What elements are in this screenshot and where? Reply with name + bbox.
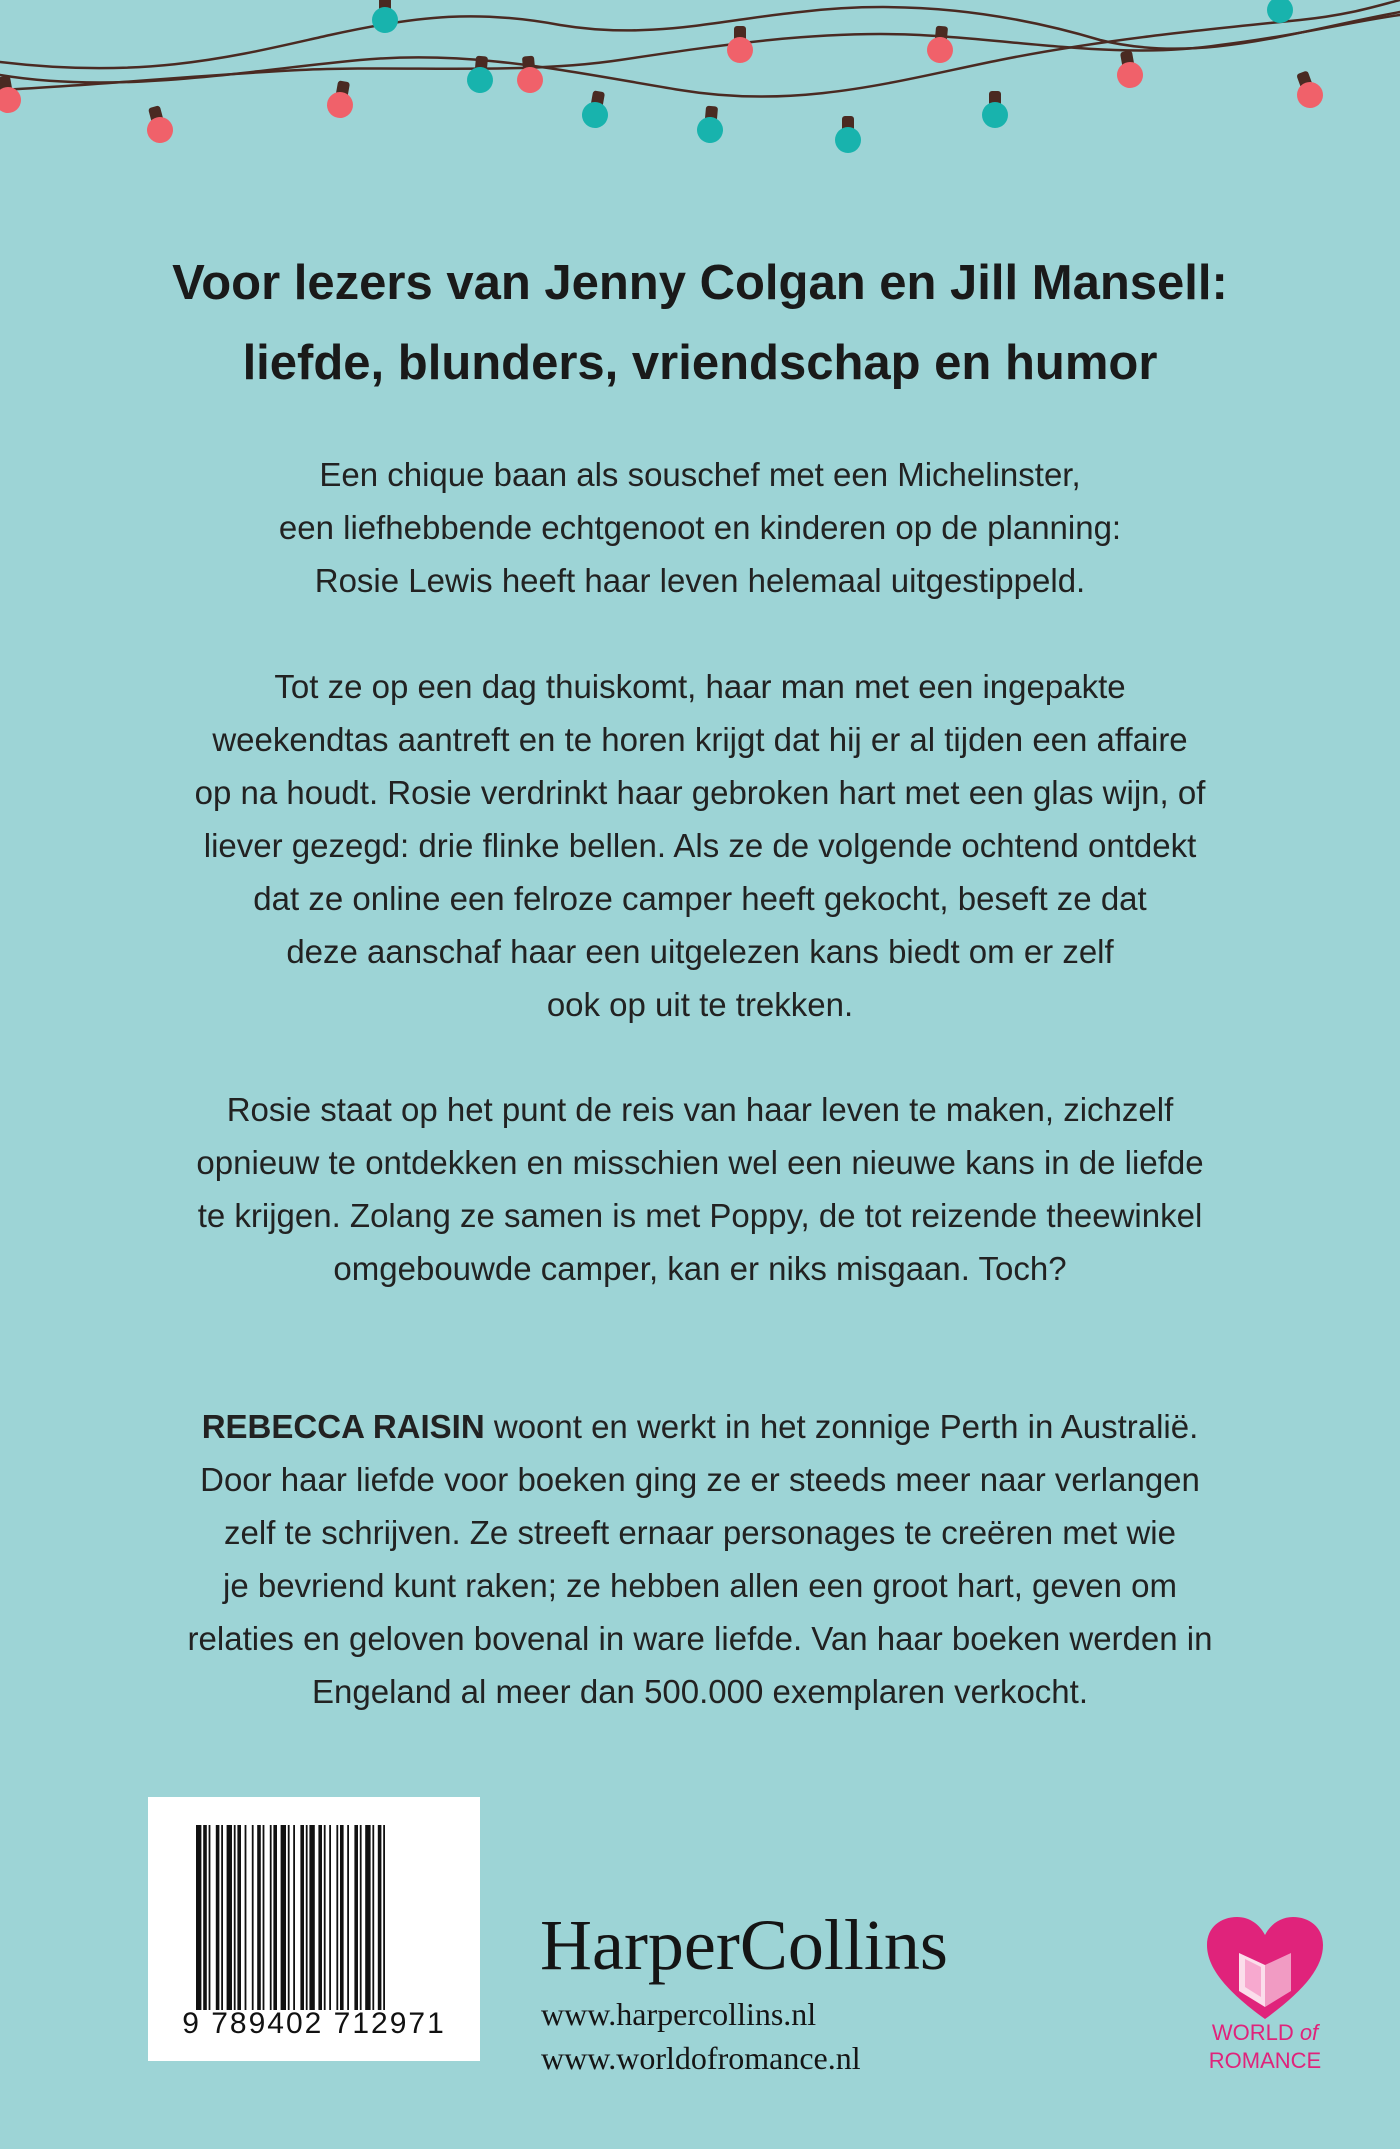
- blurb-paragraph-3: [100, 1083, 1300, 1295]
- barcode-bar: [257, 1825, 261, 2010]
- logo-text-line: ROMANCE: [1208, 2048, 1322, 2073]
- publisher-logo: HarperCollins: [540, 1905, 948, 1985]
- light-bulb-icon: [141, 103, 176, 145]
- barcode-bar: [324, 1825, 326, 2010]
- world-of-romance-logo: [1200, 1915, 1330, 2075]
- barcode-bar: [340, 1825, 344, 2010]
- text-line: deze aanschaf haar een uitgelezen kans biedt om er zelf: [286, 933, 1114, 970]
- text-line: opnieuw te ontdekken en misschien wel een nieuwe kans in de liefde: [196, 1144, 1204, 1181]
- light-bulb-icon: [325, 79, 357, 120]
- barcode-bar: [360, 1825, 362, 2010]
- barcode-bars-icon: [196, 1825, 432, 2010]
- barcode-bar: [309, 1825, 314, 2010]
- string-lights-icon: [0, 0, 1400, 180]
- text-line: Rosie Lewis heeft haar leven helemaal uitgestippeld.: [314, 562, 1086, 599]
- light-bulb-icon: [982, 91, 1008, 128]
- barcode-bar: [245, 1825, 247, 2010]
- barcode-bar: [216, 1825, 220, 2010]
- barcode-bar: [203, 1825, 207, 2010]
- text-line: Door haar liefde voor boeken ging ze er steeds meer naar verlangen: [200, 1461, 1200, 1498]
- barcode-bar: [372, 1825, 374, 2010]
- text-line: Rosie staat op het punt de reis van haar leven te maken, zichzelf: [226, 1091, 1174, 1128]
- barcode-bar: [306, 1825, 308, 2010]
- barcode-bar: [288, 1825, 290, 2010]
- author-name: REBECCA RAISIN: [201, 1408, 485, 1445]
- isbn-number: 9 789402 712971: [182, 2007, 446, 2040]
- barcode-bar: [270, 1825, 272, 2010]
- author-bio: [100, 1400, 1300, 1718]
- light-bulb-icon: [727, 26, 753, 63]
- barcode-bar: [365, 1825, 370, 2010]
- barcode-bar: [227, 1825, 232, 2010]
- barcode-bar: [221, 1825, 223, 2010]
- light-bulb-icon: [835, 116, 861, 153]
- barcode-bar: [237, 1825, 241, 2010]
- imprint-url[interactable]: www.worldofromance.nl: [541, 2040, 861, 2076]
- light-bulb-icon: [696, 105, 725, 144]
- text-line: [100, 1400, 1300, 1453]
- text-line: Een chique baan als souschef met een Michelinster,: [319, 456, 1081, 493]
- light-bulb-icon: [0, 74, 23, 115]
- barcode-bar: [281, 1825, 286, 2010]
- light-bulb-icon: [1267, 0, 1293, 23]
- publisher-url[interactable]: www.harpercollins.nl: [541, 1996, 817, 2032]
- text-line: Engeland al meer dan 500.000 exemplaren verkocht.: [312, 1673, 1088, 1710]
- headline-line: liefde, blunders, vriendschap en humor: [242, 336, 1158, 390]
- light-bulb-icon: [1290, 68, 1327, 112]
- text-line: je bevriend kunt raken; ze hebben allen een groot hart, geven om: [223, 1567, 1177, 1604]
- barcode-bar: [300, 1825, 304, 2010]
- text-line: zelf te schrijven. Ze streeft ernaar personages te creëren met wie: [224, 1514, 1176, 1551]
- blurb-paragraph-2: [100, 660, 1300, 1031]
- logo-word: WORLD: [1211, 2020, 1300, 2045]
- barcode-bar: [293, 1825, 295, 2010]
- light-bulb-icon: [580, 89, 612, 130]
- text-line: ook op uit te trekken.: [546, 986, 854, 1023]
- text-line: weekendtas aantreft en te horen krijgt dat hij er al tijden een affaire: [212, 721, 1188, 758]
- light-bulb-icon: [515, 55, 544, 94]
- barcode-bar: [318, 1825, 322, 2010]
- barcode-bar: [209, 1825, 211, 2010]
- author-bio-first-line: woont en werkt in het zonnige Perth in Australië.: [484, 1408, 1199, 1445]
- barcode-bar: [383, 1825, 385, 2010]
- text-line: op na houdt. Rosie verdrinkt haar gebroken hart met een glas wijn, of: [194, 774, 1206, 811]
- barcode-bar: [196, 1825, 201, 2010]
- barcode-bar: [329, 1825, 331, 2010]
- text-line: dat ze online een felroze camper heeft gekocht, beseft ze dat: [253, 880, 1147, 917]
- world-of-romance-text: [1200, 2019, 1330, 2075]
- text-line: Tot ze op een dag thuiskomt, haar man met een ingepakte: [274, 668, 1126, 705]
- text-line: omgebouwde camper, kan er niks misgaan. Toch?: [333, 1250, 1067, 1287]
- barcode-bar: [234, 1825, 236, 2010]
- headline-line: Voor lezers van Jenny Colgan en Jill Mansell:: [172, 256, 1228, 310]
- logo-text-line: [1200, 2019, 1330, 2047]
- barcode-bar: [354, 1825, 358, 2010]
- heart-book-icon: [1205, 1915, 1325, 2023]
- text-line: te krijgen. Zolang ze samen is met Poppy, de tot reizende theewinkel: [197, 1197, 1203, 1234]
- barcode-bar: [273, 1825, 277, 2010]
- barcode-bar: [263, 1825, 265, 2010]
- logo-word-italic: of: [1299, 2020, 1319, 2045]
- barcode-bar: [378, 1825, 382, 2010]
- text-line: een liefhebbende echtgenoot en kinderen op de planning:: [278, 509, 1122, 546]
- barcode-bar: [347, 1825, 349, 2010]
- light-bulb-icon: [1113, 49, 1145, 90]
- text-line: liever gezegd: drie flinke bellen. Als ze de volgende ochtend ontdekt: [203, 827, 1197, 864]
- light-bulb-icon: [926, 25, 955, 64]
- headline: [0, 243, 1400, 403]
- barcode-bar: [336, 1825, 338, 2010]
- barcode-bar: [252, 1825, 254, 2010]
- text-line: relaties en geloven bovenal in ware liefde. Van haar boeken werden in: [187, 1620, 1213, 1657]
- barcode: [148, 1797, 480, 2061]
- light-bulb-icon: [372, 0, 398, 33]
- blurb-paragraph-1: [100, 448, 1300, 607]
